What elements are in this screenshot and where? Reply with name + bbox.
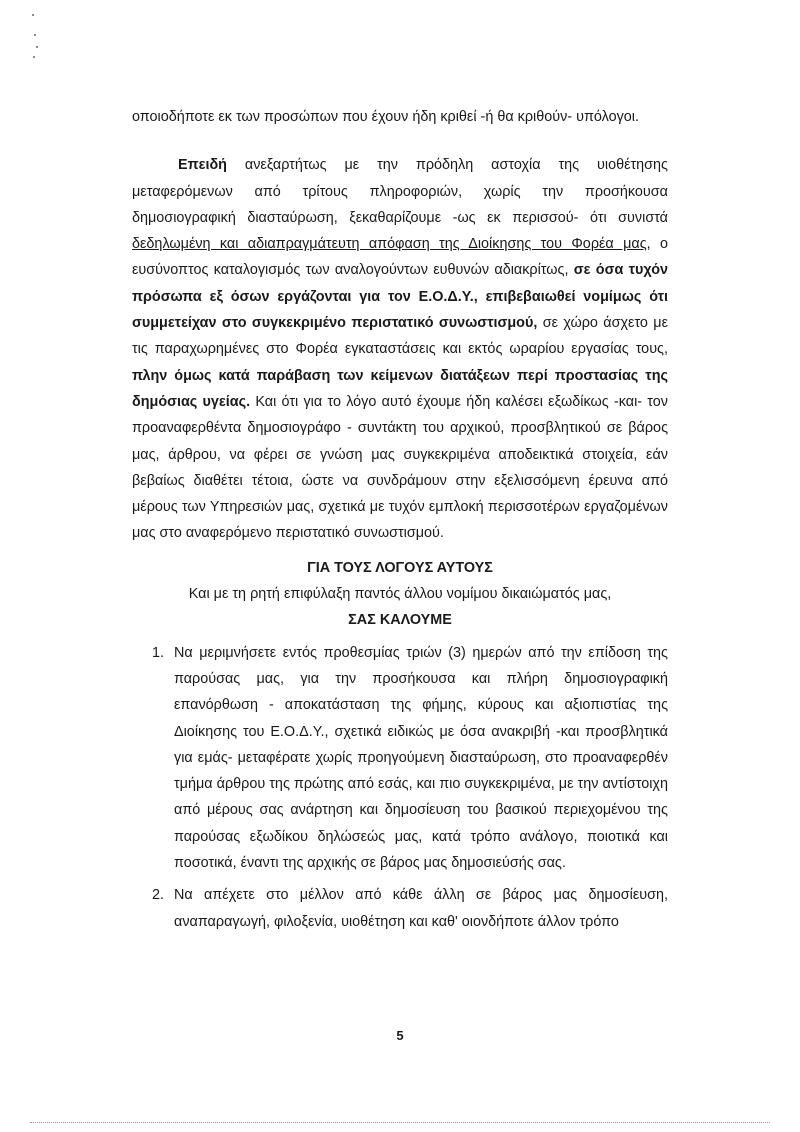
heading-for-these-reasons: ΓΙΑ ΤΟΥΣ ΛΟΓΟΥΣ ΑΥΤΟΥΣ [307, 559, 493, 576]
text-segment: , ο ευσύνοπτος καταλογισμός των αναλογούντων ευθυνών αδιακρίτως, [132, 236, 668, 279]
demands-list [132, 640, 668, 935]
text-segment: Και ότι για το λόγο αυτό έχουμε ήδη καλέσει εξωδίκως -και- τον προαναφερθέντα δημοσιογράφο - συντάκτη του αρχικού, προσβλητικού σε βάρος μας, άρθρου, να φέρει σε γνώση μας συγκεκριμένα αποδεικτικά στοιχεία, εάν βεβαίως διαθέτει τέτοια, ώστε να συνδράμουν στην εξελισσόμενη έρευνα από μέρους των Υπηρεσιών μας, σχετικά με τυχόν εμπλοκή περισσοτέρων εργαζομένων μας στο αναφερόμενο περιστατικό συνωστισμού. [132, 393, 668, 542]
reservation-line: Και με τη ρητή επιφύλαξη παντός άλλου νομίμου δικαιώματός μας, [188, 586, 612, 603]
item-text: Να μεριμνήσετε εντός προθεσμίας τριών (3) ημερών από την επίδοση της παρούσας μας, για την προσήκουσα και πλήρη δημοσιογραφική επανόρθωση - αποκατάσταση της φήμης, κύρους και αξιοπιστίας της Διοίκησης του Ε.Ο.Δ.Υ., σχετικά ειδικώς με όσα ανακριβή -και προσβλητικά για εμάς- μεταφέρατε χωρίς προηγούμενη διασταύρωση, στο προαναφερθέν τμήμα άρθρου της πρώτης από εσάς, και πιο συγκεκριμένα, με την αντίστοιχη από μέρους σας ανάρτηση και δημοσίευση του βασικού περιεχομένου της παρούσας εξωδίκου δηλώσεώς μας, κατά τρόπο ανάλογο, ποιοτικά και ποσοτικά, έναντι της αρχικής σε βάρος μας δημοσιεύσής σας. [174, 644, 668, 872]
heading-we-call-you: ΣΑΣ ΚΑΛΟΥΜΕ [348, 612, 452, 629]
page-number: 5 [396, 1028, 404, 1043]
item-text: Να απέχετε στο μέλλον από κάθε άλλη σε βάρος μας δημοσίευση, αναπαραγωγή, φιλοξενία, υιοθέτηση και καθ' οιονδήποτε άλλον τρόπο [174, 887, 668, 930]
item-number: 2. [152, 887, 165, 904]
text-segment: ανεξαρτήτως με την πρόδηλη αστοχία της υιοθέτησης μεταφερόμενων από τρίτους πληροφοριών, χωρίς την προσήκουσα δημοσιογραφική διασταύρωση, ξεκαθαρίζουμε -ως εκ περισσού- ότι συνιστά [132, 157, 668, 226]
list-item [132, 640, 668, 877]
item-number: 1. [152, 644, 165, 661]
bold-phrase: πλην όμως κατά παράβαση των κείμενων διατάξεων περί προστασίας της δημόσιας υγείας. [132, 367, 668, 410]
paragraph-whereas [132, 152, 668, 546]
scan-specks [30, 10, 42, 60]
document-body [132, 104, 668, 935]
underlined-phrase: δεδηλωμένη και αδιαπραγμάτευτη απόφαση της Διοίκησης του Φορέα μας [132, 236, 647, 253]
lead-word: Επειδή [178, 157, 227, 174]
bold-phrase: σε όσα τυχόν πρόσωπα εξ όσων εργάζονται για τον Ε.Ο.Δ.Υ., επιβεβαιωθεί νομίμως ότι συμμετείχαν στο συγκεκριμένο περιστατικό συνωστισμού, [132, 262, 668, 332]
bottom-scan-edge [30, 1122, 770, 1123]
paragraph-continuation: οποιοδήποτε εκ των προσώπων που έχουν ήδη κριθεί -ή θα κριθούν- υπόλογοι. [132, 109, 639, 125]
list-item [132, 882, 668, 935]
text-segment: σε χώρο άσχετο με τις παραχωρημένες στο Φορέα εγκαταστάσεις και εκτός ωραρίου εργασίας τους, [132, 315, 668, 358]
